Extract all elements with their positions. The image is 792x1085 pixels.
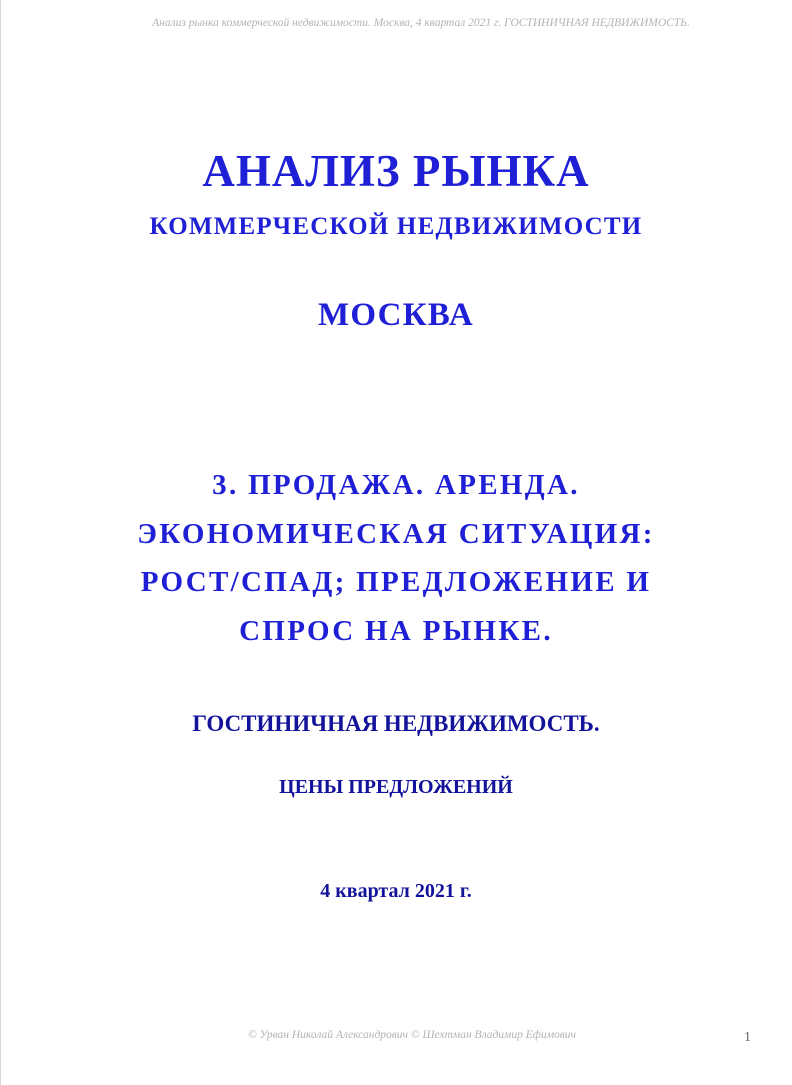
copyright-footer: © Урван Николай Александрович © Шехтман Владимир Ефимович (247, 1029, 577, 1041)
section-title-line: РОСТ/СПАД; ПРЕДЛОЖЕНИЕ И (140, 566, 652, 598)
page-number: 1 (744, 1030, 751, 1045)
section-title-line: 3. ПРОДАЖА. АРЕНДА. (212, 469, 580, 501)
section-title (0, 461, 792, 655)
section-title-line: СПРОС НА РЫНКЕ. (239, 614, 553, 647)
cover-title: АНАЛИЗ РЫНКА (202, 146, 590, 196)
cover-subtitle: КОММЕРЧЕСКОЙ НЕДВИЖИМОСТИ (149, 213, 643, 240)
segment-heading: ГОСТИНИЧНАЯ НЕДВИЖИМОСТЬ. (192, 711, 600, 736)
running-header: Анализ рынка коммерческой недвижимости. Москва, 4 квартал 2021 г. ГОСТИНИЧНАЯ НЕДВИЖИМОСТЬ. (152, 17, 690, 29)
section-title-line: ЭКОНОМИЧЕСКАЯ СИТУАЦИЯ: (137, 517, 655, 550)
subsegment-heading: ЦЕНЫ ПРЕДЛОЖЕНИЙ (279, 776, 513, 798)
report-period: 4 квартал 2021 г. (320, 880, 472, 902)
cover-city: МОСКВА (318, 297, 474, 333)
